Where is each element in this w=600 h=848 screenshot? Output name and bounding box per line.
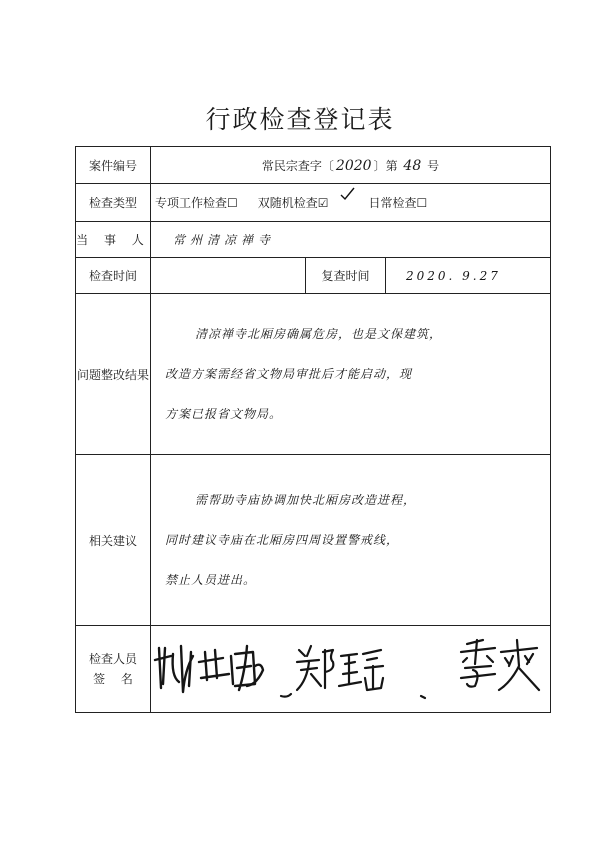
- row-issues: [76, 294, 551, 455]
- signature-2: [281, 646, 383, 697]
- suggestions-line: 需帮助寺庙协调加快北厢房改造进程，: [195, 493, 417, 507]
- type-option-daily[interactable]: 日常检查☐: [368, 196, 428, 210]
- suggestions-label: 相关建议: [76, 455, 151, 626]
- case-number-label: 案件编号: [76, 147, 151, 184]
- case-number-year: 2020: [335, 157, 372, 174]
- form-title: 行政检查登记表: [205, 105, 395, 134]
- inspectors-label: [76, 626, 151, 713]
- case-number-value: [151, 147, 551, 184]
- inspection-time-label: 检查时间: [76, 258, 151, 294]
- row-inspectors: [76, 626, 551, 713]
- issues-label: 问题整改结果: [76, 294, 151, 455]
- issues-line: 改造方案需经省文物局审批后才能启动，现: [165, 367, 413, 381]
- case-number-middle: 〕第: [373, 158, 398, 173]
- recheck-time-label: 复查时间: [306, 258, 386, 294]
- inspection-type-options: [151, 184, 551, 222]
- party-value: 常州清凉禅寺: [151, 222, 551, 258]
- suggestions-line: 同时建议寺庙在北厢房四周设置警戒线，: [165, 533, 400, 547]
- signature-1: [155, 646, 263, 692]
- suggestions-line: 禁止人员进出。: [165, 573, 257, 587]
- case-number-prefix: 常民宗查字〔: [261, 158, 334, 173]
- checkmark-icon: [339, 186, 355, 202]
- type-option-random-text: 双随机检查☑: [257, 196, 329, 210]
- type-option-special[interactable]: 专项工作检查☐: [155, 196, 238, 210]
- inspection-type-label: 检查类型: [76, 184, 151, 222]
- signatures-drawing: [151, 626, 600, 709]
- row-inspection-time: [76, 258, 551, 294]
- inspector-signatures: [151, 626, 551, 713]
- row-case-number: [76, 147, 551, 184]
- row-suggestions: [76, 455, 551, 626]
- issues-line: 清凉禅寺北厢房确属危房，也是文保建筑，: [195, 327, 443, 341]
- recheck-time-value: 2020. 9.27: [386, 258, 551, 294]
- case-number-suffix: 号: [427, 158, 440, 173]
- party-label: 当 事 人: [76, 222, 151, 258]
- issues-text: [151, 294, 551, 455]
- inspectors-label-line1: 检查人员: [88, 652, 137, 666]
- row-party: [76, 222, 551, 258]
- type-option-random[interactable]: [258, 196, 349, 210]
- case-number-number: 48: [403, 157, 422, 174]
- inspectors-label-line2: 签 名: [93, 672, 133, 686]
- issues-line: 方案已报省文物局。: [165, 407, 283, 421]
- signature-3: [421, 640, 539, 698]
- suggestions-text: [151, 455, 551, 626]
- row-inspection-type: [76, 184, 551, 222]
- registration-form: [75, 146, 551, 713]
- inspection-time-value: [151, 258, 306, 294]
